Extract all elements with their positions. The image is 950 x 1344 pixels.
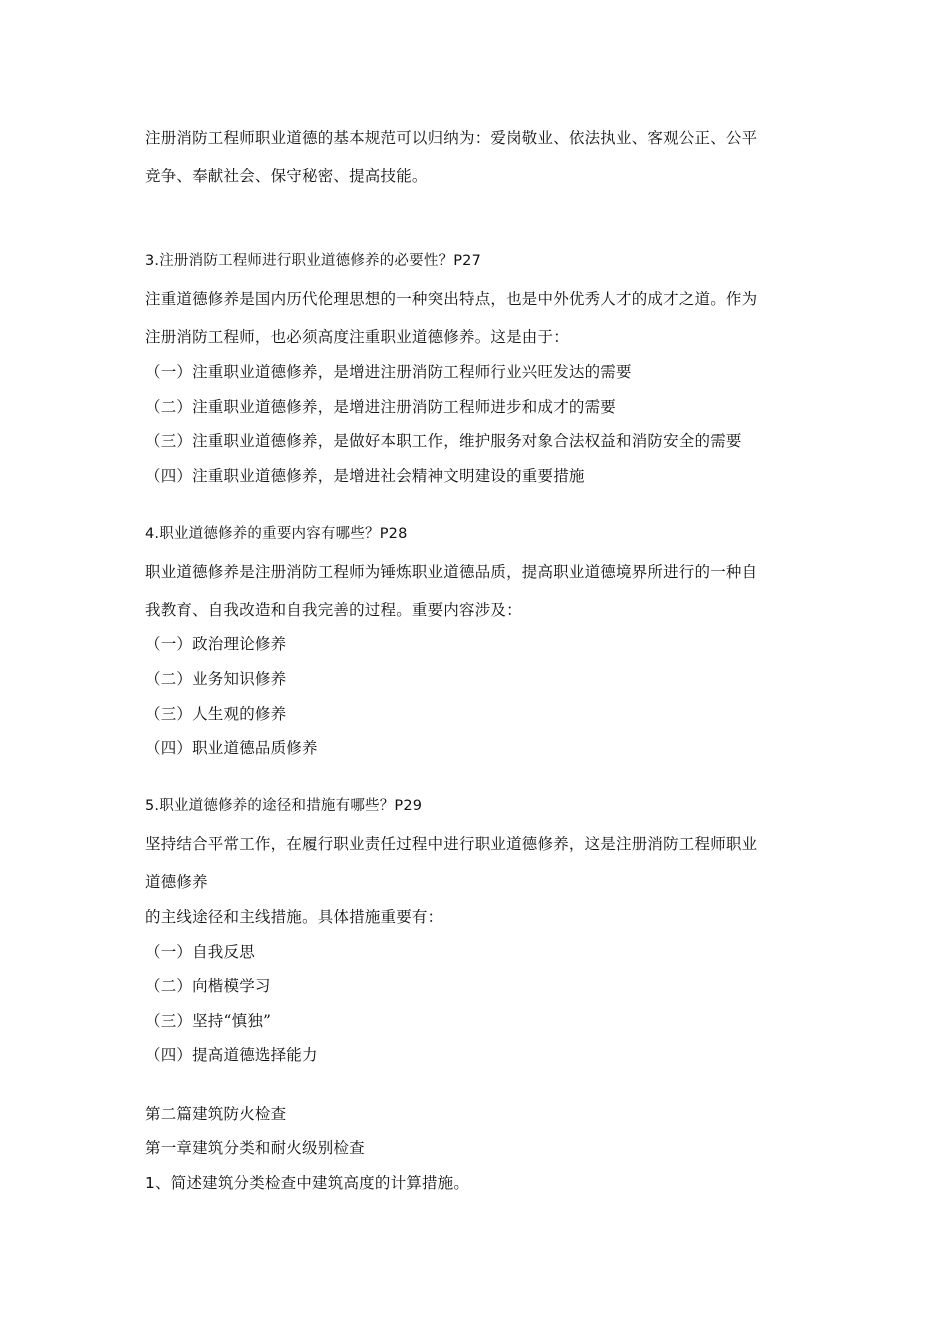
section-4-item-1: （一）政治理论修养 <box>145 635 287 653</box>
section-5-item-2: （二）向楷模学习 <box>145 977 271 995</box>
intro-line-1: 注册消防工程师职业道德的基本规范可以归纳为：爱岗敬业、依法执业、客观公正、公平 <box>145 129 758 147</box>
section-4-item-4: （四）职业道德品质修养 <box>145 739 318 757</box>
chapter-1-title: 第一章建筑分类和耐火级别检查 <box>145 1139 365 1157</box>
intro-line-2: 竞争、奉献社会、保守秘密、提高技能。 <box>145 167 428 185</box>
section-4-paragraph-line-1: 职业道德修养是注册消防工程师为锤炼职业道德品质，提高职业道德境界所进行的一种自 <box>145 563 758 581</box>
section-4-item-2: （二）业务知识修养 <box>145 670 287 688</box>
section-5-item-1: （一）自我反思 <box>145 943 255 961</box>
section-3-item-4: （四）注重职业道德修养，是增进社会精神文明建设的重要措施 <box>145 467 585 485</box>
section-3-item-3: （三）注重职业道德修养，是做好本职工作，维护服务对象合法权益和消防安全的需要 <box>145 432 742 450</box>
section-3-paragraph-line-2: 注册消防工程师，也必须高度注重职业道德修养。这是由于： <box>145 328 569 346</box>
section-5-item-3: （三）坚持“慎独” <box>145 1012 272 1030</box>
section-4-paragraph-line-2: 我教育、自我改造和自我完善的过程。重要内容涉及： <box>145 601 522 619</box>
section-3-item-1: （一）注重职业道德修养，是增进注册消防工程师行业兴旺发达的需要 <box>145 363 632 381</box>
part-2-title: 第二篇建筑防火检查 <box>145 1105 287 1123</box>
section-5-paragraph-line-3: 的主线途径和主线措施。具体措施重要有： <box>145 908 444 926</box>
section-5-item-4: （四）提高道德选择能力 <box>145 1046 318 1064</box>
section-5-paragraph-line-1: 坚持结合平常工作，在履行职业责任过程中进行职业道德修养，这是注册消防工程师职业 <box>145 835 758 853</box>
section-4-heading: 4.职业道德修养的重要内容有哪些？P28 <box>145 526 408 542</box>
section-5-heading: 5.职业道德修养的途径和措施有哪些？P29 <box>145 798 423 814</box>
section-3-item-2: （二）注重职业道德修养，是增进注册消防工程师进步和成才的需要 <box>145 398 617 416</box>
section-4-item-3: （三）人生观的修养 <box>145 705 287 723</box>
question-1: 1、简述建筑分类检查中建筑高度的计算措施。 <box>145 1174 470 1192</box>
section-3-paragraph-line-1: 注重道德修养是国内历代伦理思想的一种突出特点，也是中外优秀人才的成才之道。作为 <box>145 290 758 308</box>
section-5-paragraph-line-2: 道德修养 <box>145 873 208 891</box>
section-3-heading: 3.注册消防工程师进行职业道德修养的必要性？P27 <box>145 253 482 269</box>
